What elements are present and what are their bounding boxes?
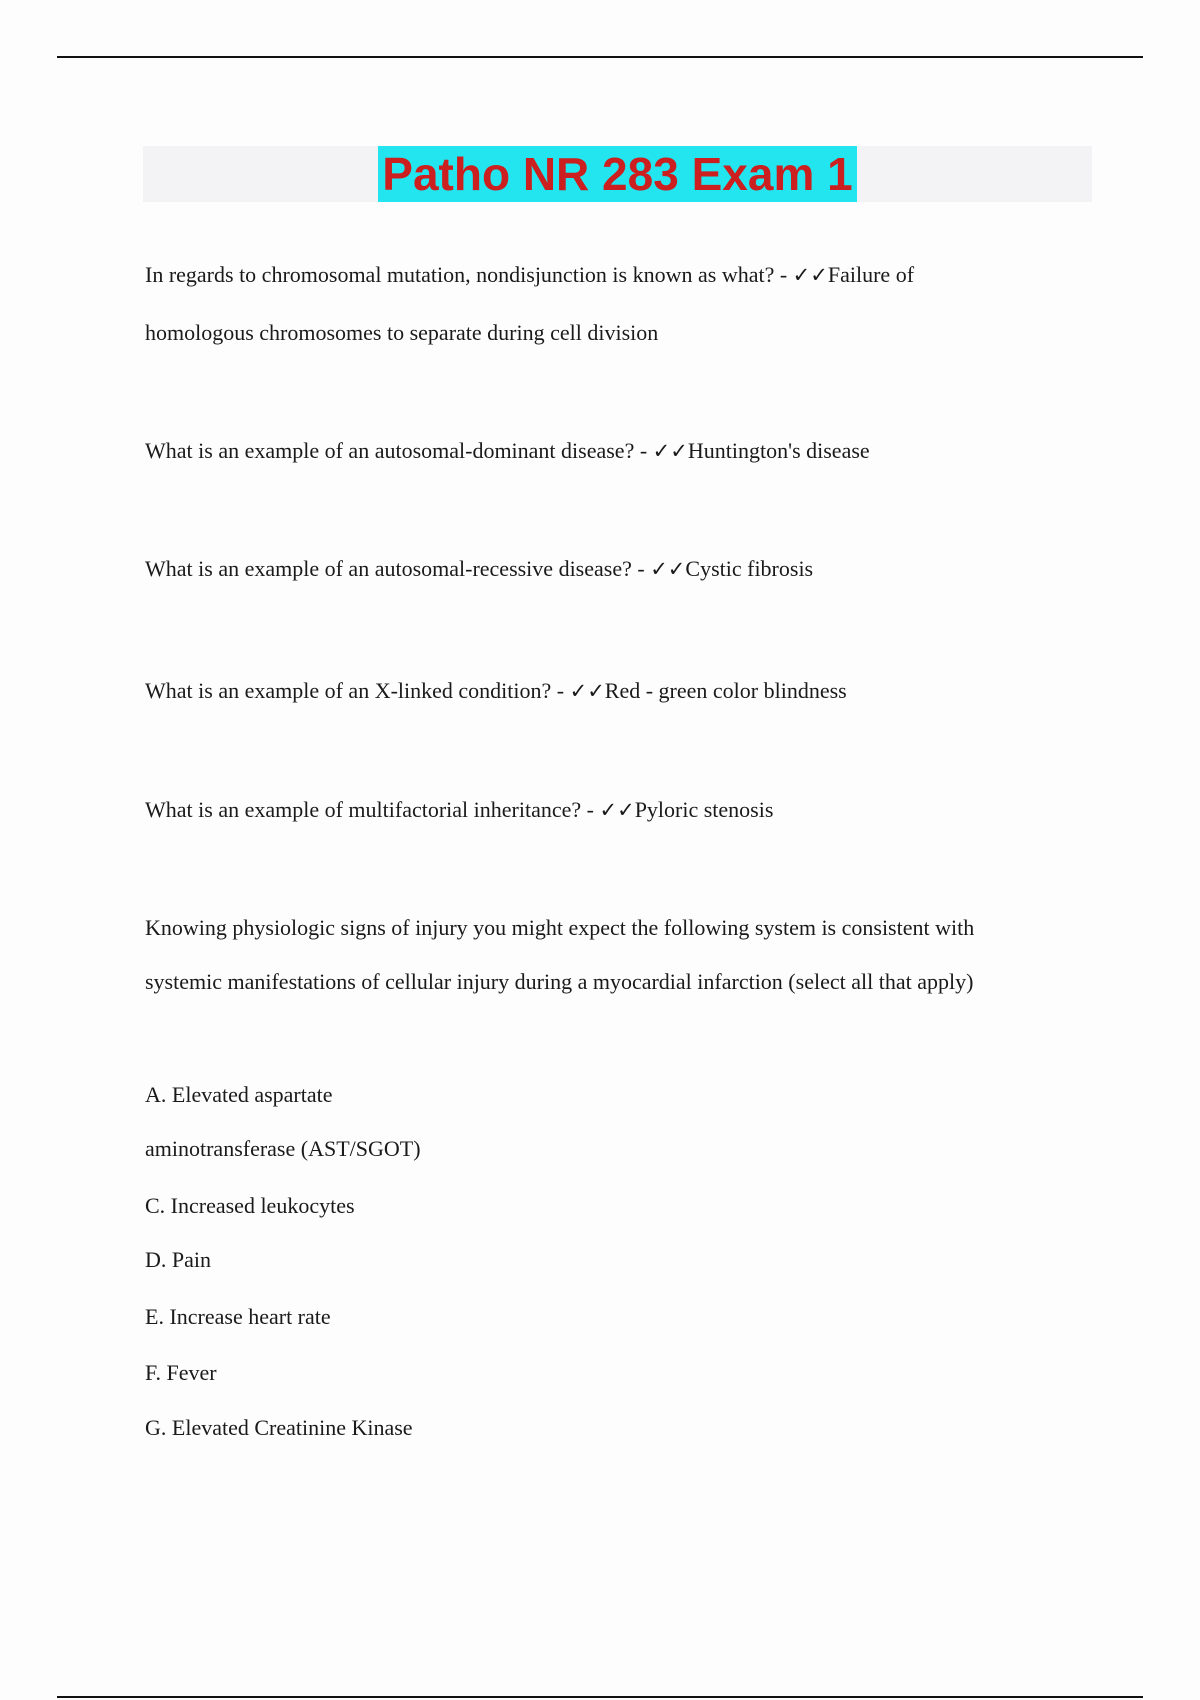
option-item: C. Increased leukocytes: [145, 1193, 355, 1218]
question-text: What is an example of an autosomal-dominant disease? -: [145, 438, 653, 463]
answer-text: Huntington's disease: [687, 438, 870, 463]
qa-item-1-line-1: [145, 260, 914, 290]
answer-text: Red - green color blindness: [604, 678, 847, 703]
header-rule: [57, 56, 1143, 58]
qa-item-3: [145, 554, 813, 584]
page-title: Patho NR 283 Exam 1: [378, 146, 856, 202]
option-item: A. Elevated aspartate: [145, 1082, 333, 1107]
question-text: What is an example of multifactorial inheritance? -: [145, 797, 600, 822]
title-bar: [143, 146, 1092, 202]
question-text: What is an example of an autosomal-recessive disease? -: [145, 556, 651, 581]
double-check-icon: ✓✓: [652, 439, 688, 463]
option-item: G. Elevated Creatinine Kinase: [145, 1415, 413, 1440]
multi-question-line-1: Knowing physiologic signs of injury you might expect the following system is consistent with: [145, 915, 975, 940]
footer-rule: [57, 1696, 1143, 1698]
question-text: What is an example of an X-linked condition? -: [145, 678, 570, 703]
multi-question-line-2: systemic manifestations of cellular injury during a myocardial infarction (select all that apply): [145, 969, 974, 994]
qa-item-5: [145, 795, 773, 825]
double-check-icon: ✓✓: [599, 798, 635, 822]
double-check-icon: ✓✓: [650, 557, 686, 581]
qa-item-2: [145, 436, 870, 466]
option-item: D. Pain: [145, 1247, 211, 1272]
qa-item-4: [145, 676, 847, 706]
option-item: F. Fever: [145, 1360, 217, 1385]
answer-text: homologous chromosomes to separate during cell division: [145, 320, 659, 345]
answer-text: Pyloric stenosis: [634, 797, 774, 822]
question-text: In regards to chromosomal mutation, nondisjunction is known as what? -: [145, 262, 793, 287]
double-check-icon: ✓✓: [569, 679, 605, 703]
option-item: E. Increase heart rate: [145, 1304, 331, 1329]
qa-item-1-line-2: [145, 318, 658, 348]
double-check-icon: ✓✓: [792, 263, 828, 287]
answer-text: Failure of: [827, 262, 915, 287]
answer-text: Cystic fibrosis: [685, 556, 814, 581]
option-item: aminotransferase (AST/SGOT): [145, 1136, 421, 1161]
